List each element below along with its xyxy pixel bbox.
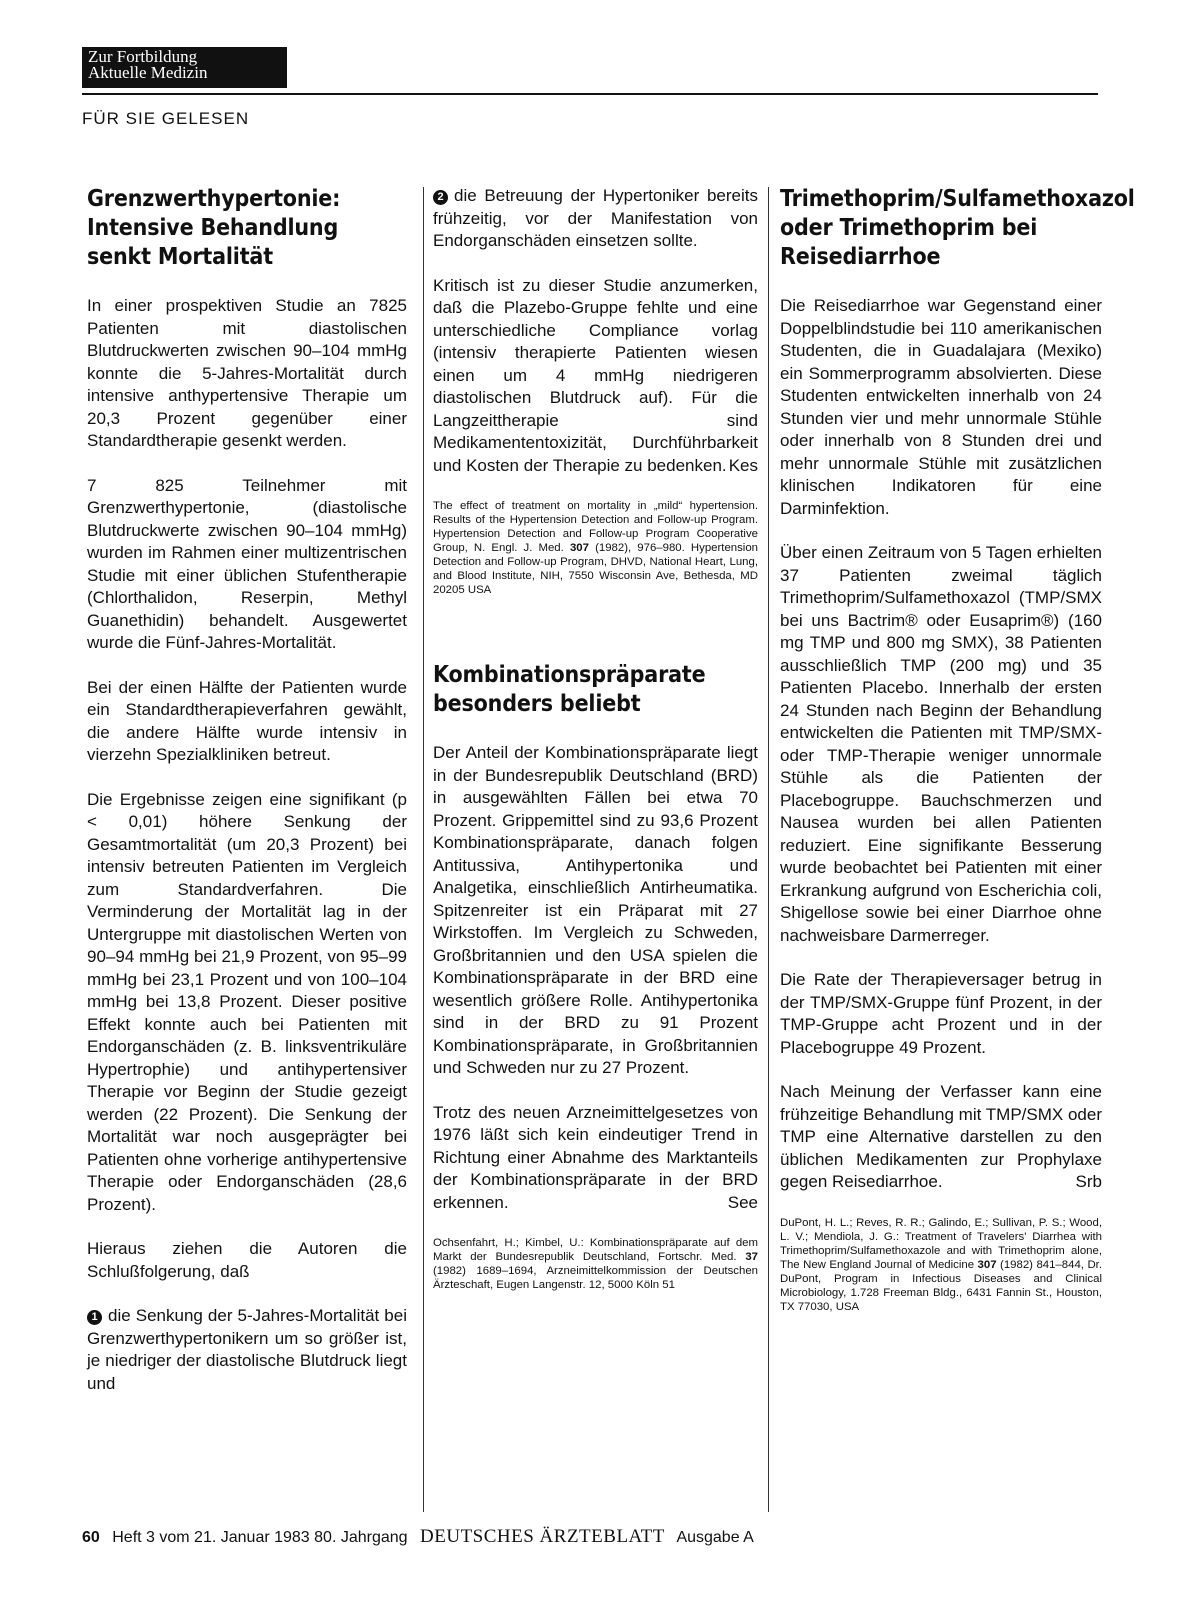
header-rule [82, 93, 1098, 95]
bullet-number-icon: 2 [433, 190, 448, 205]
article2-title: Kombinationspräparate besonders beliebt [433, 662, 706, 717]
article1-closing-text: Kritisch ist zu dieser Studie anzumerken, daß die Plazebo-Gruppe fehlte und eine unterschiedliche Compliance vorlag (intensiv therapierte Patienten wiesen einen um 4 mmHg niedrigeren diastolischen Blutdruck auf). Für die Langzeittherapie sind Medikamententoxizität, Durchführbarkeit und Kosten der Therapie zu bedenken. [433, 275, 758, 475]
spacer [433, 617, 758, 661]
column-2 [433, 185, 758, 1312]
edition-info: Ausgabe A [676, 1529, 754, 1546]
page-number: 60 [82, 1529, 100, 1546]
column-1 [87, 185, 407, 1417]
reference-volume: 307 [569, 542, 589, 554]
column-3 [780, 185, 1135, 1334]
issue-info: Heft 3 vom 21. Januar 1983 80. Jahrgang [112, 1529, 408, 1546]
page-footer [82, 1526, 754, 1548]
article1-paragraph: Bei der einen Hälfte der Patienten wurde ein Standardtherapieverfahren gewählt, die andere Hälfte wurde intensiv in vierzehn Spezialkliniken betreut. [87, 677, 407, 764]
reference-text: DuPont, H. L.; Reves, R. R.; Galindo, E.; Sullivan, P. S.; Wood, L. V.; Mendiola, J. G.: Treatment of Travelers' Diarrhea with Trimethoprim/Sulfamethoxazole and with Trimethoprim alone, The New England Journal of Medicine [780, 1216, 1102, 1271]
reference-volume: 37 [745, 1251, 758, 1263]
article2-paragraph: Der Anteil der Kombinationspräparate liegt in der Bundesrepublik Deutschland (BRD) in ausgewählten Fällen bei etwa 70 Prozent. Grippemittel sind zu 93,6 Prozent Kombinationspräparate, danach folgen Antitussiva, Antihypertonika und Analgetika, einschließlich Antirheumatika. Spitzenreiter ist ein Präparat mit 27 Wirkstoffen. Im Vergleich zu Schweden, Großbritannien und den USA spielen die Kombinationspräparate in der BRD eine wesentlich größere Rolle. Antihypertonika sind in der BRD zu 91 Prozent Kombinationspräparate, in Großbritannien und Schweden nur zu 27 Prozent. [433, 743, 758, 1077]
reference-text: (1982), 976–980. Hypertension Detection and Follow-up Program, DHVD, National Heart, Lung, and Blood Institute, NIH, 7550 Wisconsin Ave, Bethesda, MD 20205 USA [433, 542, 759, 596]
article3-paragraph: Die Rate der Therapieversager betrug in der TMP/SMX-Gruppe fünf Prozent, in der TMP-Gruppe acht Prozent und in der Placebogruppe 49 Prozent. [780, 970, 1102, 1057]
article1-paragraph: In einer prospektiven Studie an 7825 Patienten mit diastolischen Blutdruckwerten zwischen 90–104 mmHg konnte die 5-Jahres-Mortalität durch intensive anthypertensive Therapie um 20,3 Prozent gegenüber einer Standardtherapie gesenkt werden. [87, 296, 407, 450]
article3-paragraph [780, 1081, 1102, 1194]
article1-paragraph: Hieraus ziehen die Autoren die Schlußfolgerung, daß [87, 1239, 407, 1281]
article3-closing-text: Nach Meinung der Verfasser kann eine frühzeitige Behandlung mit TMP/SMX oder TMP eine Alternative darstellen zu den üblichen Medikamenten zur Prophylaxe gegen Reisediarrhoe. [780, 1082, 1102, 1191]
article1-title: Grenzwerthypertonie: Intensive Behandlung senkt Mortalität [87, 186, 341, 270]
bullet-text: die Betreuung der Hypertoniker bereits frühzeitig, vor der Manifestation von Endorganschäden einsetzen sollte. [433, 186, 758, 250]
journal-name: DEUTSCHES ÄRZTEBLATT [420, 1526, 665, 1547]
column-divider [768, 187, 769, 1512]
section-tag [82, 47, 287, 88]
article1-paragraph: 7 825 Teilnehmer mit Grenzwerthypertonie, (diastolische Blutdruckwerte zwischen 90–104 mmHg) wurden im Rahmen einer multizentrischen Studie mit einer üblichen Stufentherapie (Chlorthalidon, Reserpin, Methyl Guanethidin) behandelt. Ausgewertet wurde die Fünf-Jahres-Mortalität. [87, 475, 407, 652]
article1-signature: Kes [728, 455, 758, 475]
article1-paragraph [433, 275, 758, 478]
section-tag-line1: Zur Fortbildung [88, 47, 198, 66]
reference-text: The effect of treatment on mortality in „mild“ hypertension. Results of the Hypertension Detection and Follow-up Program. Hypertension Detection and Follow-up Program Cooperative Group, N. Engl. J. Med. [433, 500, 758, 554]
reference-volume: 307 [977, 1258, 997, 1271]
section-tag-line2: Aktuelle Medizin [88, 63, 208, 82]
article3-paragraph: Die Reisediarrhoe war Gegenstand einer Doppelblindstudie bei 110 amerikanischen Studenten, die in Guadalajara (Mexiko) ein Sommerprogramm absolvierten. Diese Studenten entwickelten innerhalb von 24 Stunden vier und mehr unnormale Stühle oder innerhalb von 8 Stunden drei und mehr unnormale Stühle mit zusätzlichen klinischen Indikatoren für eine Darminfektion. [780, 296, 1102, 518]
article1-bullet-2 [433, 185, 758, 253]
article3-reference [780, 1216, 1102, 1314]
article1-paragraph: Die Ergebnisse zeigen eine signifikant (p < 0,01) höhere Senkung der Gesamtmortalität (um 20,3 Prozent) bei intensiv betreuten Patienten im Vergleich zum Standardverfahren. Die Verminderung der Mortalität lag in der Untergruppe mit diastolischen Werten von 90–94 mmHg bei 21,9 Prozent, von 95–99 mmHg bei 23,1 Prozent und von 100–104 mmHg bei 13,8 Prozent. Dieser positive Effekt konnte auch bei Patienten mit Endorganschäden (z. B. linksventrikuläre Hypertrophie) und antihypertensiver Therapie vor Beginn der Studie gezeigt werden (22 Prozent). Die Senkung der Mortalität war noch ausgeprägter bei Patienten ohne vorherige antihypertensive Therapie oder Endorganschäden (28,6 Prozent). [87, 789, 407, 1214]
article3-title: Trimethoprim/Sulfamethoxazol oder Trimethoprim bei Reisediarrhoe [780, 186, 1135, 270]
article2-paragraph [433, 1102, 758, 1215]
bullet-text: die Senkung der 5-Jahres-Mortalität bei Grenzwerthypertonikern um so größer ist, je niedriger der diastolische Blutdruck liegt und [87, 1306, 407, 1393]
reference-text: (1982) 1689–1694, Arzneimittelkommission der Deutschen Ärzteschaft, Eugen Langenstr. 12, 5000 Köln 51 [433, 1265, 758, 1291]
section-label: FÜR SIE GELESEN [82, 109, 250, 128]
article2-reference [433, 1236, 758, 1292]
article2-signature: See [727, 1192, 758, 1212]
article3-paragraph: Über einen Zeitraum von 5 Tagen erhielten 37 Patienten zweimal täglich Trimethoprim/Sulfamethoxazol (TMP/SMX bei uns Bactrim® oder Eusaprim®) (160 mg TMP und 800 mg SMX), 38 Patienten ausschließlich TMP (200 mg) und 35 Patienten Placebo. Innerhalb der ersten 24 Stunden nach Beginn der Behandlung entwickelten die Patienten mit TMP/SMX- oder TMP-Therapie weniger unnormale Stühle als die Patienten der Placebogruppe. Bauchschmerzen und Nausea wurden bei allen Patienten reduziert. Eine signifikante Besserung wurde beobachtet bei Patienten mit einer Erkrankung aufgrund von Escherichia coli, Shigellose sowie bei einer Diarrhoe ohne nachweisbare Darmerreger. [780, 543, 1102, 945]
column-divider [423, 187, 424, 1512]
article2-closing-text: Trotz des neuen Arzneimittelgesetzes von 1976 läßt sich kein eindeutiger Trend in Richtung einer Abnahme des Marktanteils der Kombinationspräparate in der BRD erkennen. [433, 1102, 758, 1212]
reference-text: (1982) 841–844, Dr. DuPont, Program in Infectious Diseases and Clinical Microbiology, 1.728 Freeman Bldg., 6431 Fannin St., Houston, TX 77030, USA [780, 1258, 1102, 1313]
article3-signature: Srb [1075, 1172, 1102, 1191]
reference-text: Ochsenfahrt, H.; Kimbel, U.: Kombinationspräparate auf dem Markt der Bundesrepublik Deutschland, Fortschr. Med. [433, 1237, 758, 1263]
bullet-number-icon: 1 [87, 1310, 102, 1325]
article1-bullet-1 [87, 1305, 407, 1395]
article1-reference [433, 499, 758, 597]
